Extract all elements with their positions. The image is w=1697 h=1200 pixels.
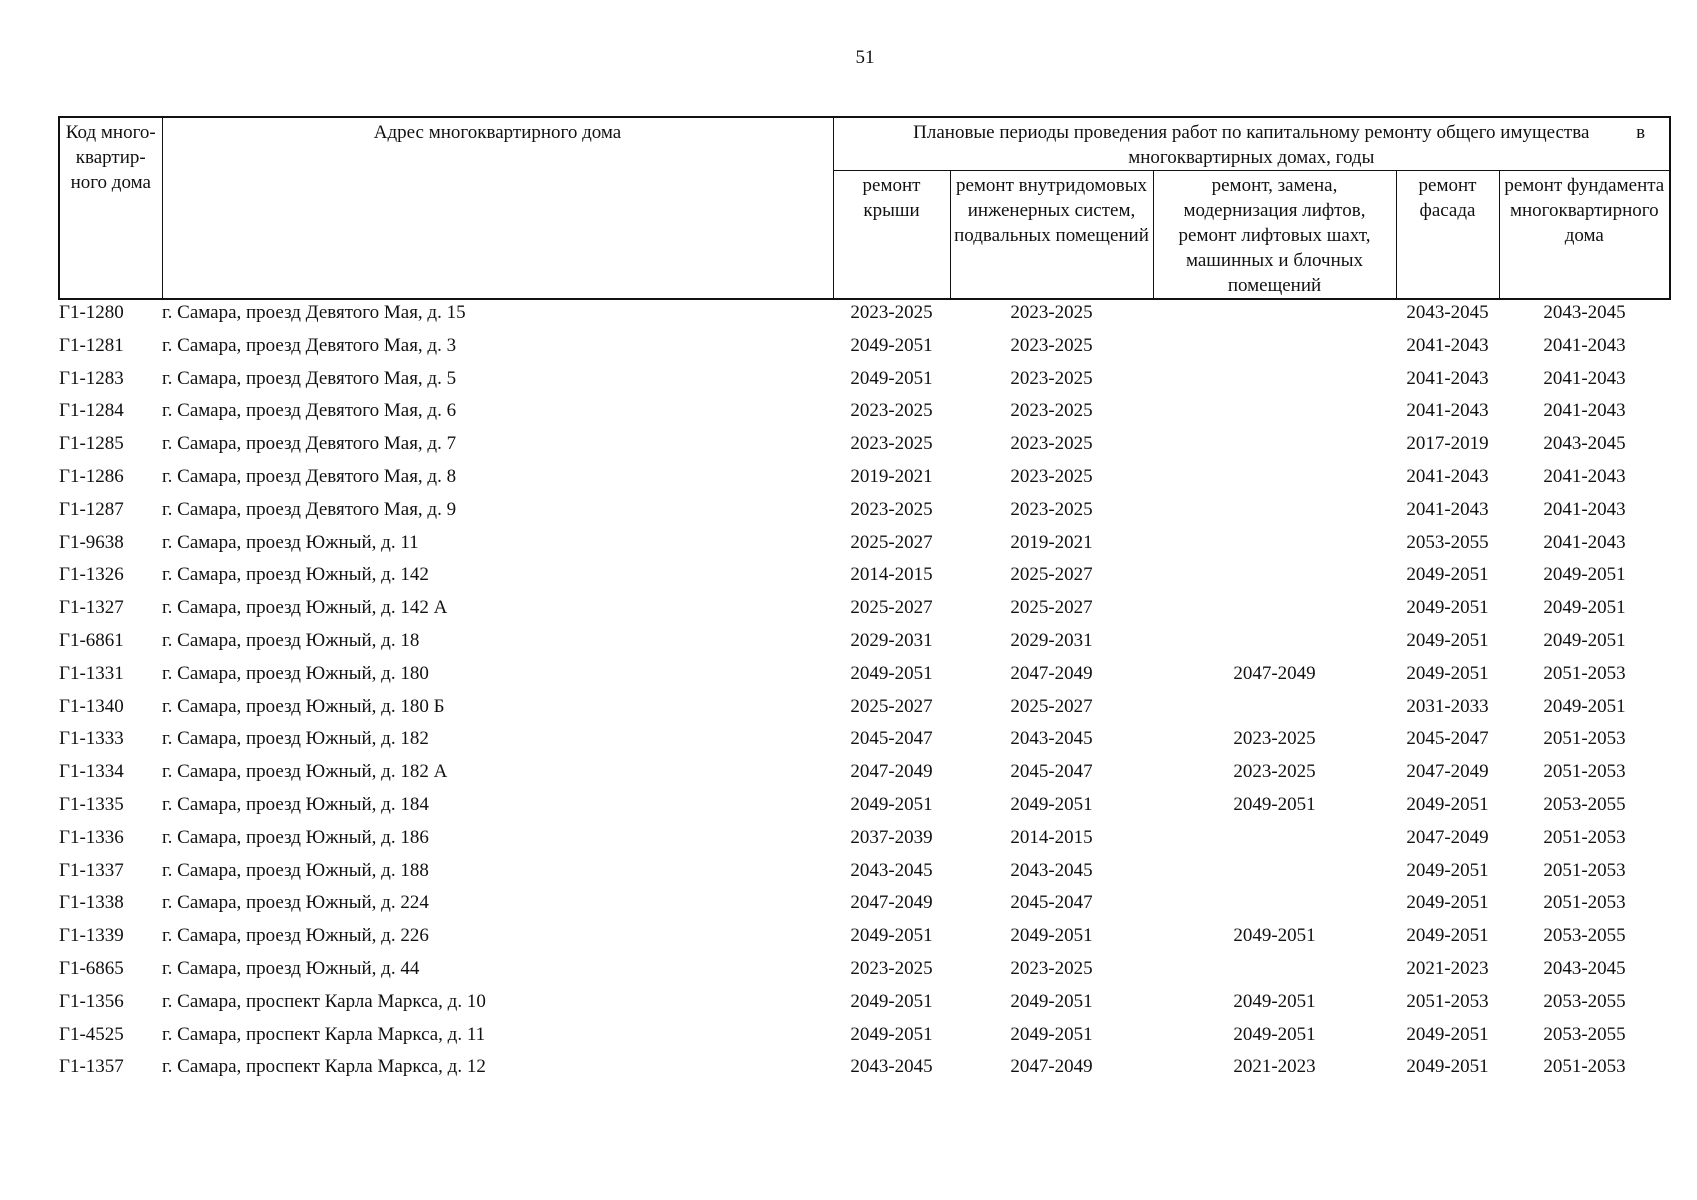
table-row [59, 333, 1670, 366]
cell-elevators [1153, 694, 1396, 727]
cell-address: г. Самара, проезд Девятого Мая, д. 7 [162, 433, 457, 455]
cell-elevators [1153, 398, 1396, 431]
cell-elevators [1153, 431, 1396, 464]
cell-address: г. Самара, проезд Южный, д. 188 [162, 859, 429, 881]
cell-facade: 2041-2043 [1406, 465, 1489, 487]
cell-code: Г1-1335 [59, 793, 124, 815]
cell-address: г. Самара, проезд Южный, д. 184 [162, 793, 429, 815]
cell-engineering: 2023-2025 [1010, 465, 1093, 487]
cell-address: г. Самара, проспект Карла Маркса, д. 10 [162, 990, 486, 1012]
cell-facade: 2049-2051 [1406, 925, 1489, 947]
cell-address: г. Самара, проезд Южный, д. 226 [162, 925, 429, 947]
cell-address: г. Самара, проспект Карла Маркса, д. 11 [162, 1023, 486, 1045]
cell-facade: 2049-2051 [1406, 859, 1489, 881]
cell-address: г. Самара, проезд Южный, д. 18 [162, 629, 420, 651]
header-facade: ремонт фасада [1396, 171, 1499, 300]
cell-roof: 2043-2045 [850, 859, 933, 881]
cell-foundation: 2051-2053 [1543, 662, 1626, 684]
cell-engineering: 2043-2045 [1010, 728, 1093, 750]
cell-address: г. Самара, проезд Южный, д. 142 А [162, 597, 448, 619]
table-row [59, 759, 1670, 792]
cell-address: г. Самара, проезд Девятого Мая, д. 5 [162, 367, 457, 389]
header-foundation: ремонт фундамента многоквартирного дома [1499, 171, 1670, 300]
cell-facade: 2045-2047 [1406, 728, 1489, 750]
cell-roof: 2049-2051 [850, 925, 933, 947]
cell-foundation: 2051-2053 [1543, 728, 1626, 750]
table-body [59, 299, 1670, 1087]
table-row [59, 694, 1670, 727]
cell-engineering: 2023-2025 [1010, 302, 1093, 323]
cell-facade: 2049-2051 [1406, 1023, 1489, 1045]
cell-roof: 2037-2039 [850, 826, 933, 848]
cell-engineering: 2045-2047 [1010, 761, 1093, 783]
repair-schedule-table [58, 116, 1671, 1087]
cell-elevators: 2049-2051 [1233, 925, 1316, 947]
cell-facade: 2049-2051 [1406, 629, 1489, 651]
cell-foundation: 2043-2045 [1543, 957, 1626, 979]
table-row [59, 398, 1670, 431]
cell-address: г. Самара, проезд Южный, д. 180 [162, 662, 429, 684]
cell-engineering: 2029-2031 [1010, 629, 1093, 651]
cell-engineering: 2023-2025 [1010, 957, 1093, 979]
cell-code: Г1-1281 [59, 334, 124, 356]
table-row [59, 726, 1670, 759]
cell-elevators [1153, 956, 1396, 989]
cell-elevators [1153, 530, 1396, 563]
cell-code: Г1-1339 [59, 925, 124, 947]
cell-code: Г1-6865 [59, 957, 124, 979]
cell-code: Г1-1334 [59, 761, 124, 783]
header-periods-title: Плановые периоды проведения работ по капитальному ремонту общего имущества [913, 122, 1590, 143]
cell-facade: 2041-2043 [1406, 334, 1489, 356]
cell-code: Г1-6861 [59, 629, 124, 651]
cell-foundation: 2041-2043 [1543, 334, 1626, 356]
table-row [59, 497, 1670, 530]
cell-elevators [1153, 333, 1396, 366]
header-code [59, 117, 162, 299]
cell-address: г. Самара, проезд Девятого Мая, д. 8 [162, 465, 457, 487]
cell-code: Г1-1326 [59, 564, 124, 586]
cell-elevators: 2049-2051 [1233, 990, 1316, 1012]
cell-roof: 2023-2025 [850, 498, 933, 520]
cell-code: Г1-1327 [59, 597, 124, 619]
table-row [59, 1054, 1670, 1087]
cell-code: Г1-1287 [59, 498, 124, 520]
cell-roof: 2049-2051 [850, 990, 933, 1012]
cell-roof: 2025-2027 [850, 597, 933, 619]
cell-elevators [1153, 497, 1396, 530]
cell-code: Г1-1331 [59, 662, 124, 684]
cell-roof: 2049-2051 [850, 367, 933, 389]
cell-address: г. Самара, проезд Южный, д. 224 [162, 892, 429, 914]
cell-foundation: 2049-2051 [1543, 629, 1626, 651]
cell-roof: 2023-2025 [850, 400, 933, 422]
cell-engineering: 2023-2025 [1010, 433, 1093, 455]
cell-roof: 2019-2021 [850, 465, 933, 487]
cell-engineering: 2019-2021 [1010, 531, 1093, 553]
cell-foundation: 2051-2053 [1543, 892, 1626, 914]
cell-roof: 2043-2045 [850, 1056, 933, 1078]
table-row [59, 923, 1670, 956]
cell-foundation: 2053-2055 [1543, 793, 1626, 815]
table-row [59, 858, 1670, 891]
cell-facade: 2049-2051 [1406, 564, 1489, 586]
cell-engineering: 2049-2051 [1010, 990, 1093, 1012]
cell-elevators: 2049-2051 [1233, 793, 1316, 815]
cell-foundation: 2041-2043 [1543, 531, 1626, 553]
cell-foundation: 2053-2055 [1543, 990, 1626, 1012]
header-periods-subtitle: многоквартирных домах, годы [1128, 147, 1375, 168]
cell-facade: 2047-2049 [1406, 761, 1489, 783]
cell-elevators [1153, 299, 1396, 333]
cell-roof: 2049-2051 [850, 1023, 933, 1045]
cell-facade: 2049-2051 [1406, 892, 1489, 914]
cell-code: Г1-4525 [59, 1023, 124, 1045]
cell-engineering: 2025-2027 [1010, 564, 1093, 586]
cell-engineering: 2014-2015 [1010, 826, 1093, 848]
cell-address: г. Самара, проезд Южный, д. 44 [162, 957, 420, 979]
cell-elevators [1153, 825, 1396, 858]
cell-address: г. Самара, проезд Южный, д. 180 Б [162, 695, 445, 717]
header-code-label: Код много-квартир-ного дома [65, 122, 156, 193]
cell-roof: 2023-2025 [850, 302, 933, 323]
cell-code: Г1-1333 [59, 728, 124, 750]
cell-foundation: 2043-2045 [1543, 433, 1626, 455]
header-periods-tail: в [1636, 122, 1646, 143]
cell-address: г. Самара, проезд Южный, д. 186 [162, 826, 429, 848]
cell-foundation: 2049-2051 [1543, 564, 1626, 586]
cell-roof: 2014-2015 [850, 564, 933, 586]
cell-foundation: 2041-2043 [1543, 498, 1626, 520]
cell-foundation: 2041-2043 [1543, 367, 1626, 389]
table-row [59, 890, 1670, 923]
header-periods [833, 117, 1670, 171]
cell-foundation: 2051-2053 [1543, 1056, 1626, 1078]
cell-elevators [1153, 366, 1396, 399]
cell-facade: 2049-2051 [1406, 1056, 1489, 1078]
cell-elevators: 2023-2025 [1233, 761, 1316, 783]
page-number: 51 [855, 47, 875, 68]
cell-elevators [1153, 595, 1396, 628]
cell-engineering: 2049-2051 [1010, 1023, 1093, 1045]
table-row [59, 464, 1670, 497]
cell-roof: 2049-2051 [850, 662, 933, 684]
cell-facade: 2047-2049 [1406, 826, 1489, 848]
cell-engineering: 2025-2027 [1010, 695, 1093, 717]
table-row [59, 431, 1670, 464]
cell-engineering: 2023-2025 [1010, 334, 1093, 356]
cell-roof: 2029-2031 [850, 629, 933, 651]
table-row [59, 562, 1670, 595]
table-row [59, 299, 1670, 333]
header-address-label: Адрес многоквартирного дома [373, 122, 622, 143]
cell-engineering: 2047-2049 [1010, 662, 1093, 684]
cell-facade: 2041-2043 [1406, 367, 1489, 389]
cell-code: Г1-1337 [59, 859, 124, 881]
cell-code: Г1-1285 [59, 433, 124, 455]
cell-foundation: 2051-2053 [1543, 859, 1626, 881]
header-address [162, 117, 833, 299]
header-elevators: ремонт, замена, модернизация лифтов, ремонт лифтовых шахт, машинных и блочных помещений [1153, 171, 1396, 300]
cell-code: Г1-9638 [59, 531, 124, 553]
cell-facade: 2049-2051 [1406, 793, 1489, 815]
cell-roof: 2023-2025 [850, 957, 933, 979]
cell-engineering: 2043-2045 [1010, 859, 1093, 881]
cell-foundation: 2053-2055 [1543, 1023, 1626, 1045]
cell-foundation: 2051-2053 [1543, 826, 1626, 848]
cell-roof: 2025-2027 [850, 695, 933, 717]
cell-code: Г1-1286 [59, 465, 124, 487]
cell-code: Г1-1283 [59, 367, 124, 389]
cell-address: г. Самара, проезд Девятого Мая, д. 6 [162, 400, 457, 422]
cell-facade: 2017-2019 [1406, 433, 1489, 455]
cell-code: Г1-1284 [59, 400, 124, 422]
cell-roof: 2047-2049 [850, 761, 933, 783]
table-header [59, 117, 1670, 299]
cell-elevators: 2023-2025 [1233, 728, 1316, 750]
cell-elevators [1153, 628, 1396, 661]
table-row [59, 956, 1670, 989]
cell-code: Г1-1340 [59, 695, 124, 717]
cell-engineering: 2045-2047 [1010, 892, 1093, 914]
table-row [59, 825, 1670, 858]
cell-facade: 2031-2033 [1406, 695, 1489, 717]
cell-facade: 2021-2023 [1406, 957, 1489, 979]
table-row [59, 530, 1670, 563]
cell-foundation: 2049-2051 [1543, 695, 1626, 717]
cell-elevators [1153, 464, 1396, 497]
cell-facade: 2041-2043 [1406, 400, 1489, 422]
table-row [59, 366, 1670, 399]
cell-engineering: 2049-2051 [1010, 793, 1093, 815]
cell-address: г. Самара, проезд Южный, д. 11 [162, 531, 419, 553]
cell-facade: 2043-2045 [1406, 302, 1489, 323]
cell-code: Г1-1338 [59, 892, 124, 914]
cell-address: г. Самара, проезд Девятого Мая, д. 9 [162, 498, 457, 520]
cell-address: г. Самара, проезд Девятого Мая, д. 3 [162, 334, 457, 356]
cell-foundation: 2049-2051 [1543, 597, 1626, 619]
cell-engineering: 2023-2025 [1010, 400, 1093, 422]
cell-roof: 2045-2047 [850, 728, 933, 750]
cell-engineering: 2025-2027 [1010, 597, 1093, 619]
table-row [59, 792, 1670, 825]
header-engineering: ремонт внутридомовых инженерных систем, подвальных помещений [950, 171, 1153, 300]
header-roof: ремонт крыши [833, 171, 950, 300]
cell-roof: 2023-2025 [850, 433, 933, 455]
cell-engineering: 2047-2049 [1010, 1056, 1093, 1078]
cell-address: г. Самара, проезд Южный, д. 142 [162, 564, 429, 586]
cell-code: Г1-1280 [59, 302, 124, 323]
cell-facade: 2049-2051 [1406, 597, 1489, 619]
cell-elevators: 2049-2051 [1233, 1023, 1316, 1045]
cell-address: г. Самара, проезд Южный, д. 182 [162, 728, 429, 750]
table-row [59, 661, 1670, 694]
cell-elevators: 2047-2049 [1233, 662, 1316, 684]
cell-roof: 2049-2051 [850, 334, 933, 356]
table-row [59, 628, 1670, 661]
cell-address: г. Самара, проезд Девятого Мая, д. 15 [162, 302, 466, 323]
cell-elevators [1153, 562, 1396, 595]
cell-code: Г1-1336 [59, 826, 124, 848]
cell-facade: 2049-2051 [1406, 662, 1489, 684]
cell-engineering: 2023-2025 [1010, 367, 1093, 389]
cell-facade: 2041-2043 [1406, 498, 1489, 520]
table-row [59, 595, 1670, 628]
cell-address: г. Самара, проезд Южный, д. 182 А [162, 761, 448, 783]
cell-code: Г1-1356 [59, 990, 124, 1012]
cell-elevators [1153, 890, 1396, 923]
cell-foundation: 2051-2053 [1543, 761, 1626, 783]
cell-roof: 2047-2049 [850, 892, 933, 914]
cell-foundation: 2041-2043 [1543, 465, 1626, 487]
cell-engineering: 2023-2025 [1010, 498, 1093, 520]
cell-roof: 2025-2027 [850, 531, 933, 553]
cell-engineering: 2049-2051 [1010, 925, 1093, 947]
cell-foundation: 2041-2043 [1543, 400, 1626, 422]
cell-facade: 2051-2053 [1406, 990, 1489, 1012]
cell-elevators [1153, 858, 1396, 891]
table-row [59, 989, 1670, 1022]
cell-address: г. Самара, проспект Карла Маркса, д. 12 [162, 1056, 486, 1078]
cell-foundation: 2043-2045 [1543, 302, 1626, 323]
cell-foundation: 2053-2055 [1543, 925, 1626, 947]
cell-code: Г1-1357 [59, 1056, 124, 1078]
cell-facade: 2053-2055 [1406, 531, 1489, 553]
table-row [59, 1022, 1670, 1055]
cell-elevators: 2021-2023 [1233, 1056, 1316, 1078]
cell-roof: 2049-2051 [850, 793, 933, 815]
